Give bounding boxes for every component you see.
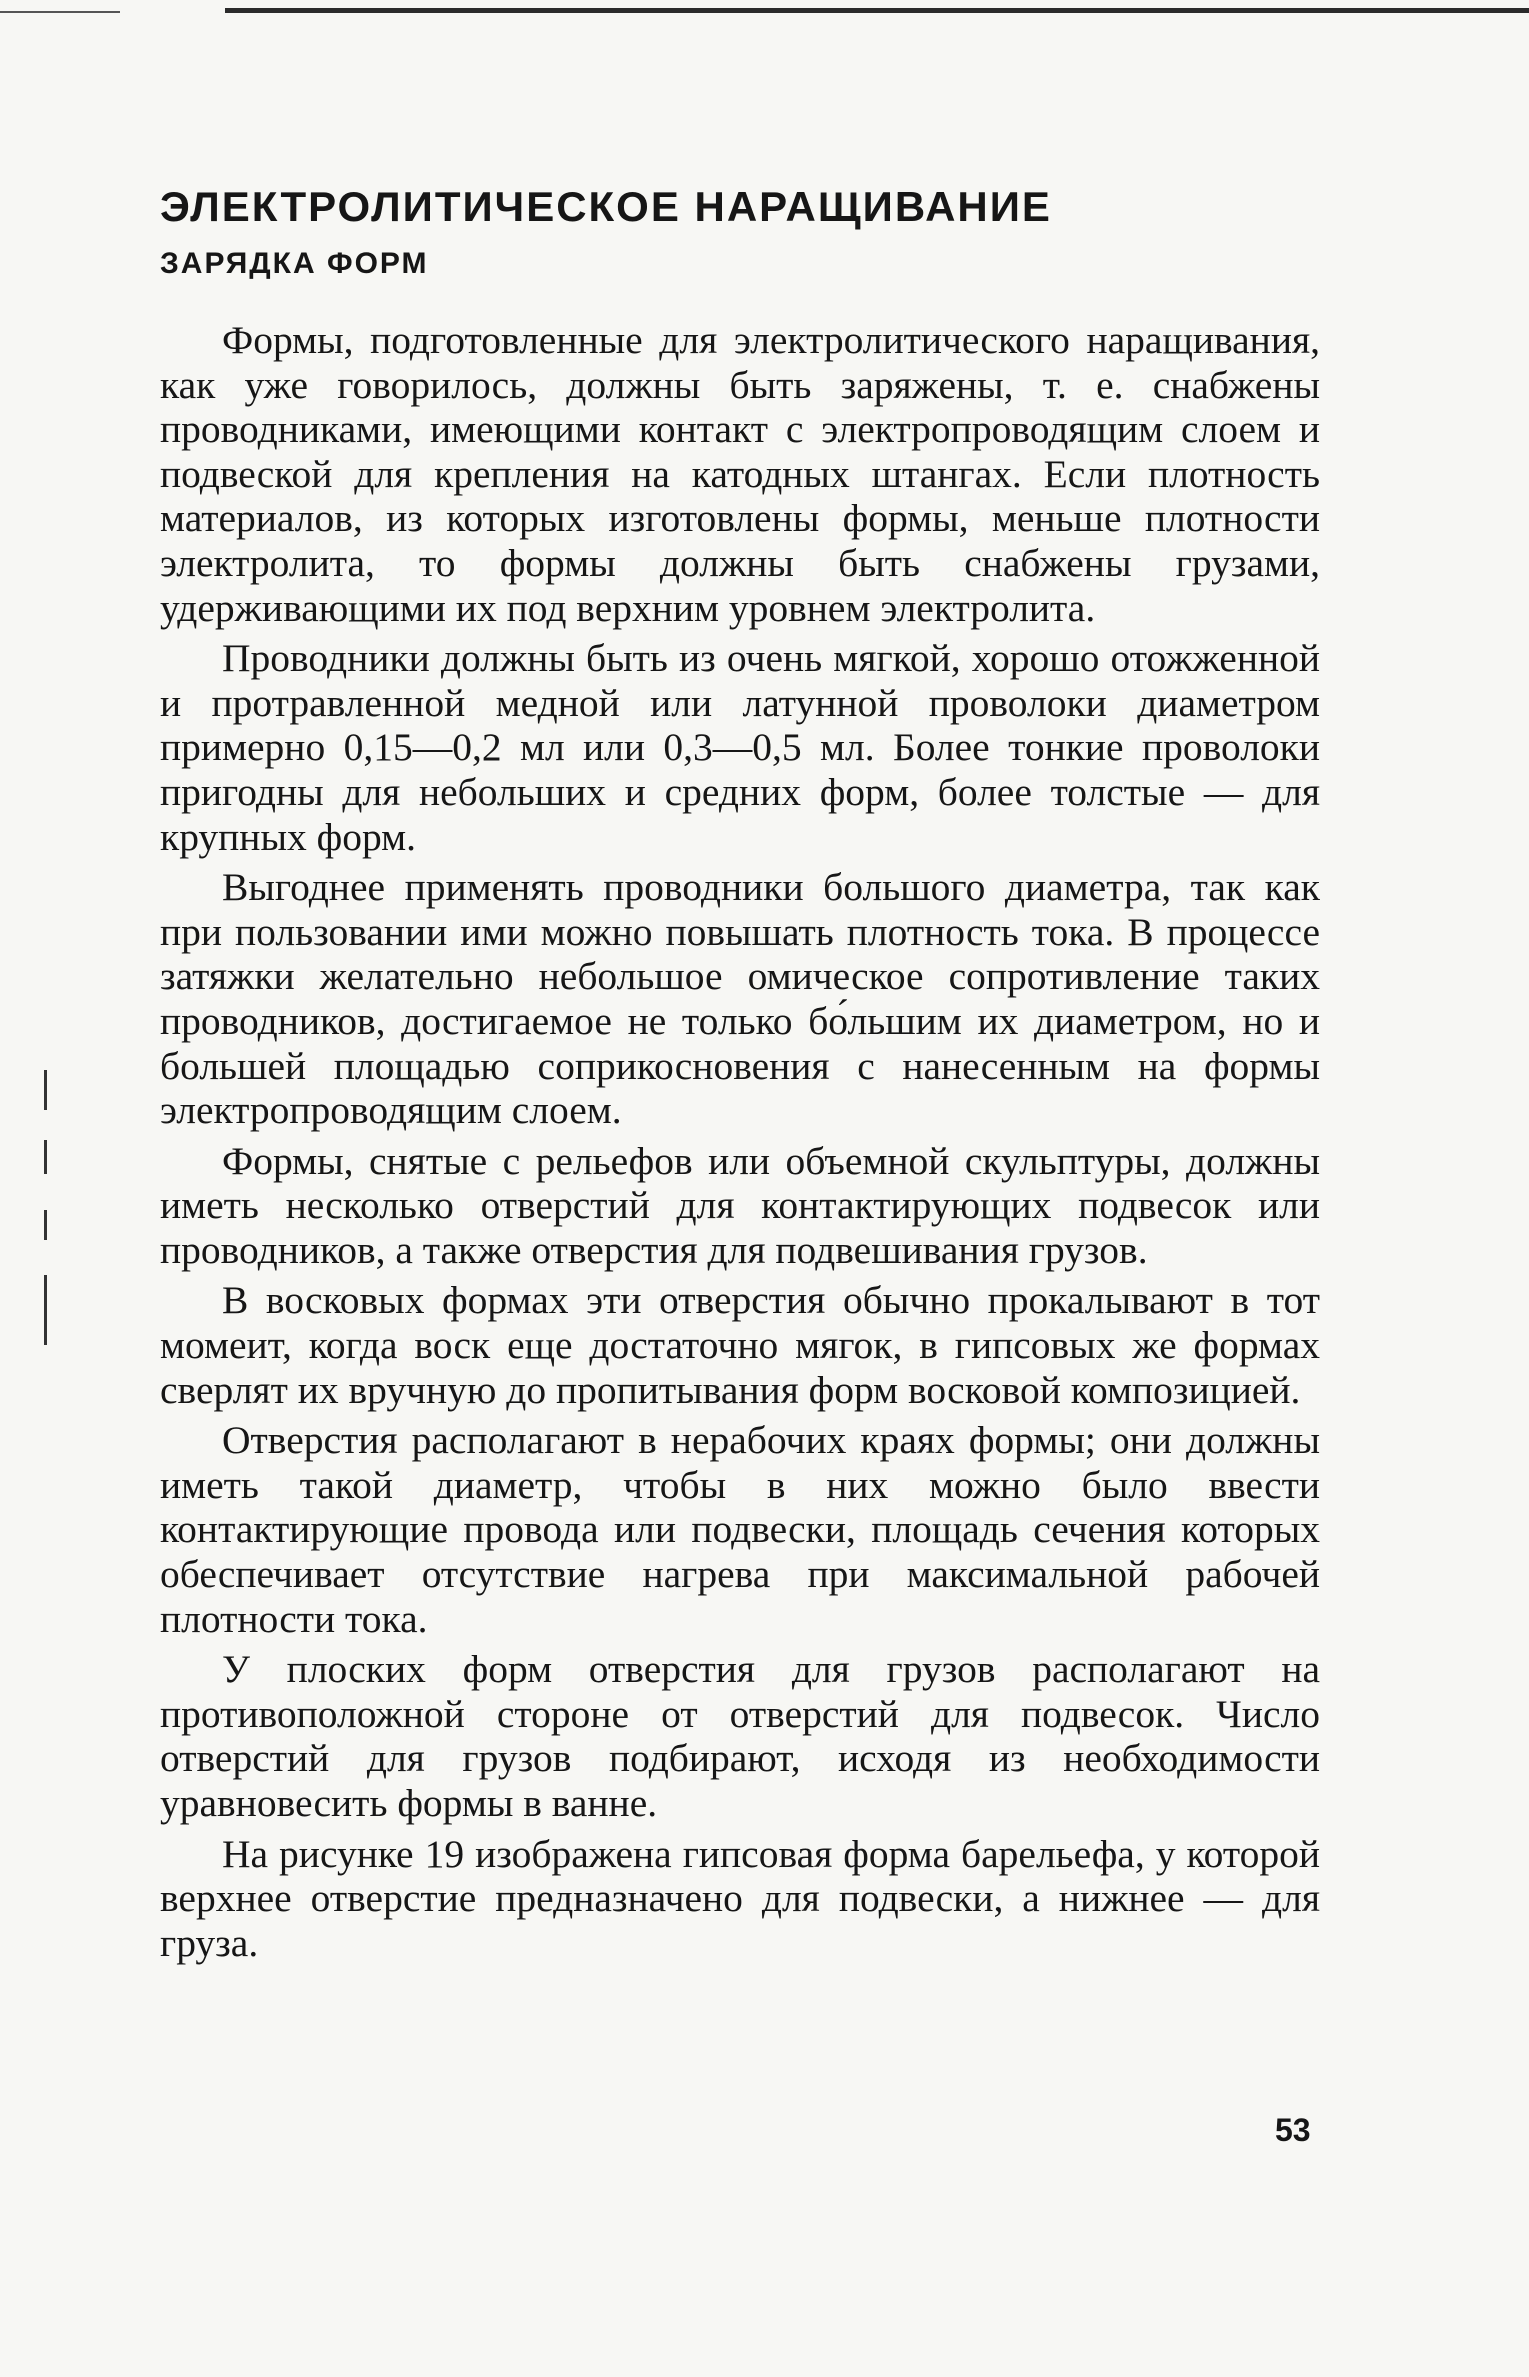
body-text [160,318,1320,1971]
paragraph-5: В восковых формах эти отверстия обычно прокалывают в тот момеит, когда воск еще достаточно мягок, в гипсовых же формах сверлят их вручную до пропитывания форм восковой композицией. [160,1278,1320,1412]
top-rule [225,8,1529,13]
paragraph-3: Выгоднее применять проводники большого диаметра, так как при пользовании ими можно повышать плотность тока. В процессе затяжки желательно небольшое омическое сопротивление таких проводников, достигаемое не только бо́льшим их диаметром, но и большей площадью соприкосновения с нанесенным на формы электропроводящим слоем. [160,865,1320,1133]
paragraph-8: На рисунке 19 изображена гипсовая форма барельефа, у которой верхнее отверстие предназначено для подвески, а нижнее — для груза. [160,1831,1320,1965]
paragraph-4: Формы, снятые с рельефов или объемной скульптуры, должны иметь несколько отверстий для контактирующих подвесок или проводников, а также отверстия для подвешивания грузов. [160,1138,1320,1272]
heading-block [160,178,1360,284]
top-left-rule [0,11,120,13]
paragraph-6: Отверстия располагают в нерабочих краях формы; они должны иметь такой диаметр, чтобы в них можно было ввести контактирующие провода или подвески, площадь сечения которых обеспечивает отсутствие нагрева при максимальной рабочей плотности тока. [160,1418,1320,1641]
paragraph-7: У плоских форм отверстия для грузов располагают на противоположной стороне от отверстий для подвесок. Число отверстий для грузов подбирают, исходя из необходимости уравновесить формы в ванне. [160,1647,1320,1825]
binding-marks [40,1070,52,1350]
paragraph-2: Проводники должны быть из очень мягкой, хорошо отожженной и протравленной медной или латунной проволоки диаметром примерно 0,15—0,2 мл или 0,3—0,5 мл. Более тонкие проволоки пригодны для небольших и средних форм, более толстые — для крупных форм. [160,636,1320,859]
chapter-title: ЭЛЕКТРОЛИТИЧЕСКОЕ НАРАЩИВАНИЕ [160,183,1052,230]
section-title: ЗАРЯДКА ФОРМ [160,247,429,280]
page-number: 53 [1275,2112,1311,2148]
paragraph-1: Формы, подготовленные для электролитического наращивания, как уже говорилось, должны быть заряжены, т. е. снабжены проводниками, имеющими контакт с электропроводящим слоем и подвеской для крепления на катодных штангах. Если плотность материалов, из которых изготовлены формы, меньше плотности электролита, то формы должны быть снабжены грузами, удерживающими их под верхним уровнем электролита. [160,318,1320,630]
